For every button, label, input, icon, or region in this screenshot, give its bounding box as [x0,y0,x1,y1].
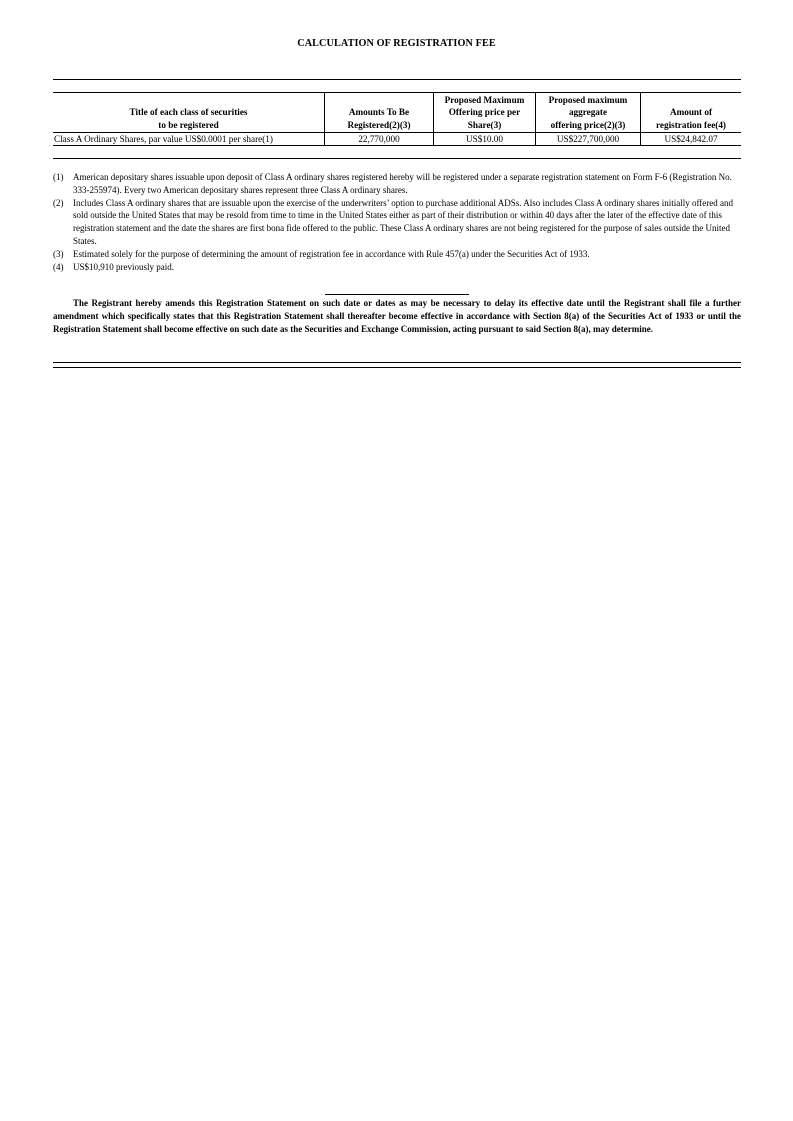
footnote-text: Includes Class A ordinary shares that are issuable upon the exercise of the underwriters’ option to purchase additional ADSs. Also includes Class A ordinary shares initially offered and sold outside the United States that may be resold from time to time in the United States either as part of their distribution or within 40 days after the later of the effective date of this registration statement and the date the shares are first bona fide offered to the public. These Class A ordinary shares are not being registered for the purpose of sales outside the United States. [73,197,734,246]
table-bottom-rule [53,158,741,159]
cell-security-title: Class A Ordinary Shares, par value US$0.0001 per share(1) [53,132,325,145]
cell-aggregate-price: US$227,700,000 [536,132,641,145]
header-amount-registered: Amounts To Be Registered(2)(3) [325,93,434,133]
bottom-double-rule-lower [53,367,741,368]
header-max-aggregate-price: Proposed maximum aggregate offering price(2)(3) [536,93,641,133]
footnote [53,171,743,197]
footnote [53,261,743,274]
header-registration-fee: Amount of registration fee(4) [641,93,742,133]
footnote-number: (4) [53,261,64,272]
page-title: CALCULATION OF REGISTRATION FEE [297,38,496,49]
footnote-number: (1) [53,172,64,182]
footnote-number: (2) [53,197,64,208]
footnote-text: American depositary shares issuable upon deposit of Class A ordinary shares registered hereby will be registered under a separate registration statement on Form F-6 (Registration No. 333-255974). Every two American depositary shares represent three Class A ordinary shares. [73,172,732,195]
top-rule [53,79,741,80]
footnote [53,248,743,261]
header-max-offering-price: Proposed Maximum Offering price per Share(3) [434,93,536,133]
cell-amount-registered: 22,770,000 [325,132,434,145]
section-divider [325,294,469,295]
footnote-text: US$10,910 previously paid. [73,261,174,272]
bottom-double-rule-upper [53,362,741,363]
footnote-number: (3) [53,248,64,259]
table-header-row [53,93,741,133]
footnote [53,197,743,248]
table-row [53,132,741,145]
cell-registration-fee: US$24,842.07 [641,132,742,145]
delaying-amendment-statement: The Registrant hereby amends this Registration Statement on such date or dates as may be necessary to delay its effective date until the Registrant shall file a further amendment which specifically states that this Registration Statement shall thereafter become effective in accordance with Section 8(a) of the Securities Act of 1933 or until the Registration Statement shall become effective on such date as the Securities and Exchange Commission, acting pursuant to said Section 8(a), may determine. [53,298,741,334]
footnotes [53,171,743,273]
cell-offering-price: US$10.00 [434,132,536,145]
header-title-of-securities: Title of each class of securities to be registered [53,93,325,133]
footnote-text: Estimated solely for the purpose of determining the amount of registration fee in accordance with Rule 457(a) under the Securities Act of 1933. [73,248,590,259]
registration-fee-table [53,92,741,146]
